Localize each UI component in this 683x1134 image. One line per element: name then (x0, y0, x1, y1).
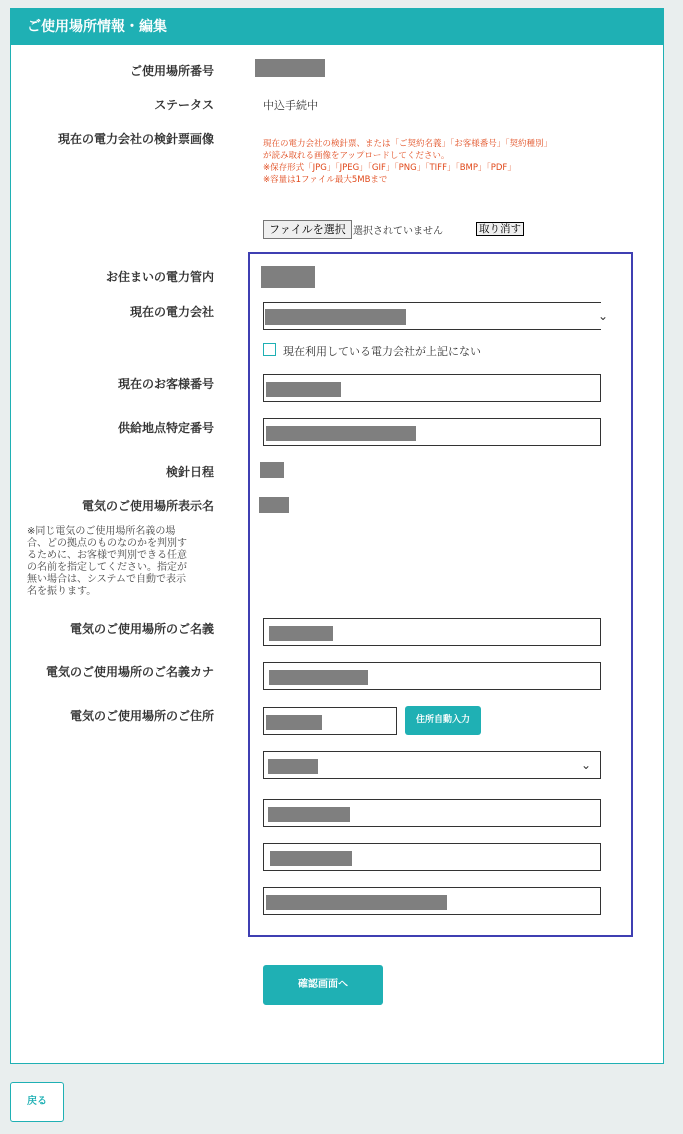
display-name-note-line: ※同じ電気のご使用場所名義の場 (27, 526, 176, 537)
display-name-note-line: 無い場合は、システムで自動で表示 (27, 574, 186, 585)
file-select-button[interactable]: ファイルを選択 (263, 220, 352, 239)
file-cancel-button[interactable]: 取り消す (476, 222, 524, 236)
label-area: お住まいの電力管内 (105, 270, 214, 284)
holder-name-value-redacted (269, 626, 333, 641)
postal-code-value-redacted (266, 715, 322, 730)
location-number-value-redacted (255, 59, 325, 77)
label-meter-image: 現在の電力会社の検針票画像 (57, 132, 214, 146)
label-holder-name-kana: 電気のご使用場所のご名義カナ (45, 665, 214, 679)
holder-name-kana-value-redacted (269, 670, 368, 685)
current-company-value-redacted (265, 309, 406, 325)
holder-name-kana-input[interactable] (263, 662, 601, 690)
label-status: ステータス (154, 98, 214, 112)
confirm-button[interactable]: 確認画面へ (263, 965, 383, 1005)
upload-note (263, 138, 623, 186)
status-value: 中込手続中 (263, 99, 318, 112)
upload-note-line: が読み取れる画像をアップロードしてください。 (263, 151, 450, 161)
display-name-note-line: の名前を指定してください。指定が (27, 562, 187, 573)
prefecture-select[interactable] (263, 751, 601, 779)
label-address: 電気のご使用場所のご住所 (69, 709, 214, 723)
street-value-redacted (270, 851, 352, 866)
meter-reading-day-redacted (260, 462, 284, 478)
display-name-note-line: 名を振ります。 (27, 586, 97, 597)
label-customer-number: 現在のお客様番号 (117, 377, 214, 391)
display-name-note-line: 合、どの拠点のものなのかを判別す (27, 538, 187, 549)
upload-note-line: ※容量は1ファイル最大5MBまで (263, 175, 388, 185)
label-meter-reading-day: 検針日程 (165, 465, 214, 479)
panel-title: ご使用場所情報・編集 (11, 9, 663, 45)
label-supply-point-number: 供給地点特定番号 (117, 421, 214, 435)
chevron-down-icon[interactable]: ⌄ (581, 758, 592, 772)
street-input[interactable] (263, 843, 601, 871)
display-name-value-redacted (259, 497, 289, 513)
building-value-redacted (266, 895, 447, 910)
holder-name-input[interactable] (263, 618, 601, 646)
label-location-number: ご使用場所番号 (129, 64, 214, 78)
display-name-note (27, 526, 217, 598)
label-current-company: 現在の電力会社 (129, 305, 214, 319)
chevron-down-icon[interactable]: ⌄ (598, 309, 609, 323)
building-input[interactable] (263, 887, 601, 915)
customer-number-input[interactable] (263, 374, 601, 402)
address-autofill-button[interactable]: 住所自動入力 (405, 706, 481, 735)
upload-note-line: ※保存形式「JPG」「JPEG」「GIF」「PNG」「TIFF」「BMP」「PDF」 (263, 163, 516, 173)
company-not-listed-label[interactable]: 現在利用している電力会社が上記にない (283, 345, 481, 358)
company-not-listed-checkbox[interactable] (263, 343, 276, 356)
back-button[interactable]: 戻る (10, 1082, 64, 1122)
postal-code-input[interactable] (263, 707, 397, 735)
customer-number-value-redacted (266, 382, 341, 397)
upload-note-line: 現在の電力会社の検針票、または「ご契約名義」「お客様番号」「契約種別」 (263, 139, 553, 149)
file-status-text: 選択されていません (353, 226, 443, 237)
area-value-redacted (261, 266, 315, 288)
current-company-select[interactable] (263, 302, 601, 330)
city-value-redacted (268, 807, 350, 822)
display-name-note-line: るために、お客様で判別できる任意 (27, 550, 187, 561)
supply-point-number-value-redacted (266, 426, 416, 441)
city-input[interactable] (263, 799, 601, 827)
supply-point-number-input[interactable] (263, 418, 601, 446)
prefecture-value-redacted (268, 759, 318, 774)
label-holder-name: 電気のご使用場所のご名義 (69, 622, 214, 636)
label-display-name: 電気のご使用場所表示名 (81, 499, 214, 513)
